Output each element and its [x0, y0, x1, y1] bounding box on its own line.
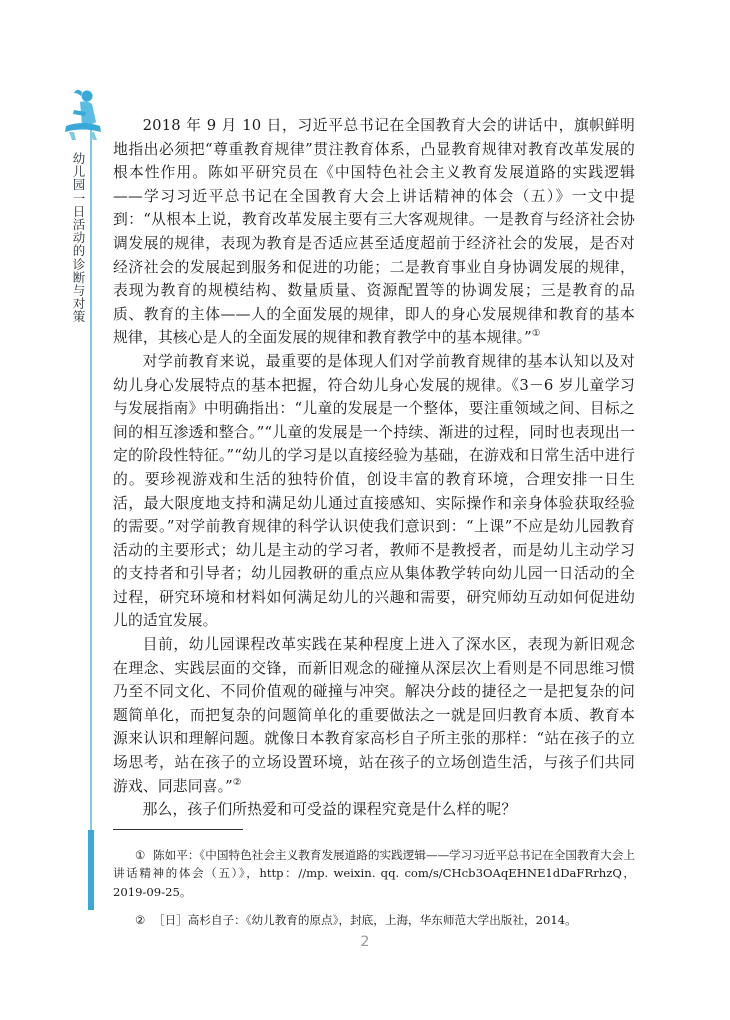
paragraph-2: 对学前教育来说，最重要的是体现人们对学前教育规律的基本认知以及对幼儿身心发展特点的基本把握，符合幼儿身心发展的规律。《3－6 岁儿童学习与发展指南》中明确指出：“儿童的发展是一个整体，要注重领域之间、目标之间的相互渗透和整合。”“儿童的发展是一个持续、渐进的过程，同时也表现出一定的阶段性特征。”“幼儿的学习是以直接经验为基础，在游戏和日常生活中进行的。要珍视游戏和生活的独特价值，创设丰富的教育环境，合理安排一日生活，最大限度地支持和满足幼儿通过直接感知、实际操作和亲身体验获取经验的需要。”对学前教育规律的科学认识使我们意识到：“上课”不应是幼儿园教育活动的主要形式；幼儿是主动的学习者，教师不是教授者，而是幼儿主动学习的支持者和引导者；幼儿园教研的重点应从集体教学转向幼儿园一日活动的全过程，研究环境和材料如何满足幼儿的兴趣和需要，研究师幼互动如何促进幼儿的适宜发展。 [113, 352, 635, 630]
side-rail-block [88, 830, 94, 910]
paragraph-1 [113, 114, 635, 350]
body-text [113, 114, 635, 822]
paragraph-3 [113, 633, 635, 798]
footnote-2 [113, 911, 635, 929]
page-number: 2 [360, 934, 370, 950]
side-rail-line [90, 130, 92, 910]
footnotes [113, 846, 635, 940]
footnote-ref-1: ① [531, 328, 541, 340]
footnote-text: 陈如平：《中国特色社会主义教育发展道路的实践逻辑——学习习近平总书记在全国教育大会上讲话精神的体会（五）》，http：//mp. weixin. qq. com/s/CHcb3OAqEHNE1dDaFRrhzQ，2019-09-25。 [113, 848, 635, 899]
paragraph-3-text: 目前，幼儿园课程改革实践在某种程度上进入了深水区，表现为新旧观念在理念、实践层面的交锋，而新旧观念的碰撞从深层次上看则是不同思维习惯乃至不同文化、不同价值观的碰撞与冲突。解决分歧的捷径之一是把复杂的问题简单化，而把复杂的问题简单化的重要做法之一就是回归教育本质、教育本源来认识和理解问题。就像日本教育家高杉自子所主张的那样：“站在孩子的立场思考，站在孩子的立场设置环境，站在孩子的立场创造生活，与孩子们共同游戏、同悲同喜。” [113, 636, 635, 795]
footnote-mark: ① [135, 848, 146, 862]
book-title-vertical: 幼儿园一日活动的诊断与对策 [72, 151, 86, 325]
footnote-rule [113, 829, 243, 830]
reading-child-icon [60, 88, 104, 140]
paragraph-1-text: 2018 年 9 月 10 日，习近平总书记在全国教育大会的讲话中，旗帜鲜明地指出必须把“尊重教育规律”贯注教育体系，凸显教育规律对教育改革发展的根本性作用。陈如平研究员在《中国特色社会主义教育发展道路的实践逻辑——学习习近平总书记在全国教育大会上讲话精神的体会（五）》一文中提到：“从根本上说，教育改革发展主要有三大客观规律。一是教育与经济社会协调发展的规律，表现为教育是否适应甚至适度超前于经济社会的发展，是否对经济社会的发展起到服务和促进的功能；二是教育事业自身协调发展的规律，表现为教育的规模结构、数量质量、资源配置等的协调发展；三是教育的品质、教育的主体——人的全面发展的规律，即人的身心发展规律和教育的基本规律，其核心是人的全面发展的规律和教育教学中的基本规律。” [113, 117, 635, 347]
paragraph-4: 那么，孩子们所热爱和可受益的课程究竟是什么样的呢？ [142, 801, 517, 819]
footnote-mark: ② [135, 913, 146, 928]
footnote-ref-2: ② [232, 776, 242, 788]
footnote-text: ［日］高杉自子：《幼儿教育的原点》，封底，上海，华东师范大学出版社，2014。 [153, 913, 577, 928]
footnote-1 [113, 846, 635, 901]
